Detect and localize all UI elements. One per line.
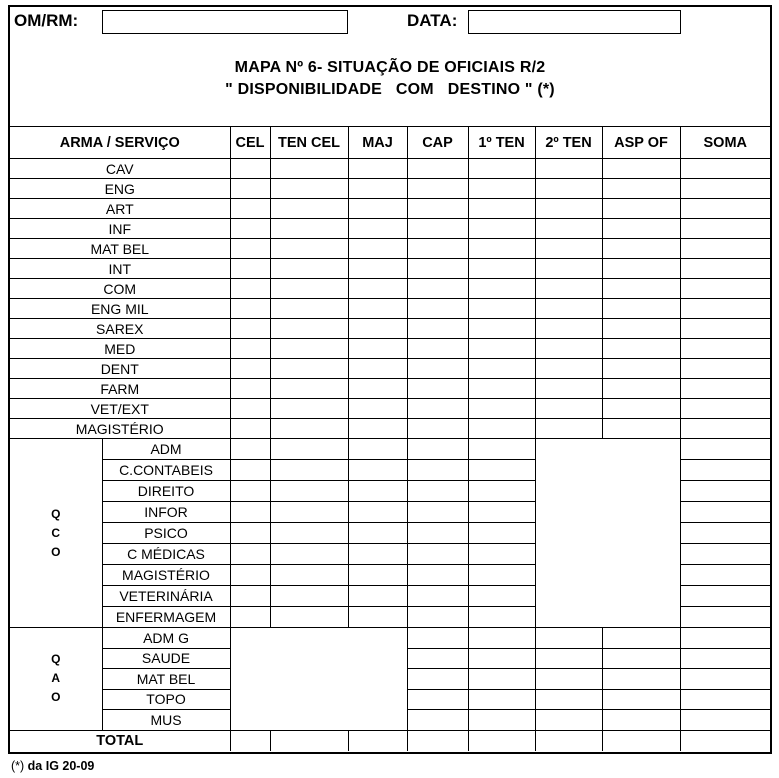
table-cell[interactable] <box>407 259 468 279</box>
table-cell[interactable] <box>468 399 535 419</box>
table-cell[interactable] <box>348 419 407 439</box>
table-cell[interactable] <box>407 359 468 379</box>
table-cell[interactable] <box>230 586 270 607</box>
table-cell[interactable] <box>680 710 770 731</box>
table-cell[interactable] <box>230 502 270 523</box>
table-cell[interactable] <box>468 689 535 710</box>
table-cell[interactable] <box>270 586 348 607</box>
om-rm-label: OM/RM: <box>14 11 79 30</box>
table-cell[interactable] <box>602 279 680 299</box>
table-cell[interactable] <box>680 179 770 199</box>
table-cell[interactable] <box>407 481 468 502</box>
table-cell[interactable] <box>407 460 468 481</box>
row-label: SAUDE <box>102 648 230 669</box>
table-cell[interactable] <box>270 481 348 502</box>
table-cell[interactable] <box>468 460 535 481</box>
col-header: MAJ <box>348 127 407 159</box>
table-cell[interactable] <box>680 379 770 399</box>
table-cell[interactable] <box>407 199 468 219</box>
table-cell[interactable] <box>270 339 348 359</box>
table-cell[interactable] <box>407 239 468 259</box>
table-cell[interactable] <box>230 439 270 460</box>
table-row <box>10 299 770 319</box>
table-cell[interactable] <box>407 730 468 751</box>
table-cell[interactable] <box>348 502 407 523</box>
col-header: CAP <box>407 127 468 159</box>
row-label: VETERINÁRIA <box>102 586 230 607</box>
total-row <box>10 730 770 751</box>
table-row <box>10 379 770 399</box>
table-row <box>10 339 770 359</box>
row-label: INF <box>10 219 230 239</box>
table-cell[interactable] <box>680 689 770 710</box>
form-sheet <box>8 5 772 754</box>
data-field[interactable] <box>468 10 681 34</box>
col-header: TEN CEL <box>270 127 348 159</box>
table-cell[interactable] <box>535 359 602 379</box>
table-cell[interactable] <box>407 339 468 359</box>
form-title-line2: " DISPONIBILIDADE COM DESTINO " (*) <box>225 81 555 98</box>
table-cell[interactable] <box>270 419 348 439</box>
table-cell[interactable] <box>468 259 535 279</box>
row-label: MAT BEL <box>102 669 230 690</box>
table-cell[interactable] <box>348 730 407 751</box>
table-cell[interactable] <box>348 544 407 565</box>
table-cell[interactable] <box>230 239 270 259</box>
table-cell[interactable] <box>407 648 468 669</box>
table-cell[interactable] <box>602 419 680 439</box>
table-cell[interactable] <box>680 259 770 279</box>
row-label: SAREX <box>10 319 230 339</box>
table-cell[interactable] <box>535 199 602 219</box>
table-cell[interactable] <box>680 523 770 544</box>
table-cell[interactable] <box>535 628 602 649</box>
row-label: ENFERMAGEM <box>102 607 230 628</box>
table-cell[interactable] <box>680 339 770 359</box>
col-header: 2º TEN <box>535 127 602 159</box>
table-cell[interactable] <box>680 730 770 751</box>
table-cell[interactable] <box>407 379 468 399</box>
table-cell[interactable] <box>602 339 680 359</box>
table-row <box>10 628 770 649</box>
table-cell[interactable] <box>468 565 535 586</box>
table-cell[interactable] <box>468 239 535 259</box>
table-cell[interactable] <box>680 669 770 690</box>
table-cell[interactable] <box>680 565 770 586</box>
table-cell[interactable] <box>535 669 602 690</box>
row-label: CAV <box>10 159 230 179</box>
data-label: DATA: <box>407 11 458 30</box>
table-cell[interactable] <box>602 179 680 199</box>
table-cell[interactable] <box>468 586 535 607</box>
table-cell[interactable] <box>680 359 770 379</box>
table-cell[interactable] <box>407 607 468 628</box>
table-cell[interactable] <box>602 399 680 419</box>
table-cell[interactable] <box>535 179 602 199</box>
table-cell[interactable] <box>348 239 407 259</box>
table-cell[interactable] <box>535 399 602 419</box>
table-cell[interactable] <box>468 648 535 669</box>
table-cell[interactable] <box>602 219 680 239</box>
table-cell[interactable] <box>407 419 468 439</box>
row-label: TOPO <box>102 689 230 710</box>
row-label: DIREITO <box>102 481 230 502</box>
table-cell[interactable] <box>407 179 468 199</box>
row-label: INFOR <box>102 502 230 523</box>
table-cell[interactable] <box>270 544 348 565</box>
table-cell[interactable] <box>468 339 535 359</box>
table-cell[interactable] <box>348 319 407 339</box>
table-cell[interactable] <box>468 439 535 460</box>
table-cell[interactable] <box>230 339 270 359</box>
table-cell[interactable] <box>468 299 535 319</box>
table-cell[interactable] <box>535 419 602 439</box>
row-label: MED <box>10 339 230 359</box>
row-label: ADM <box>102 439 230 460</box>
table-cell[interactable] <box>270 159 348 179</box>
row-label: DENT <box>10 359 230 379</box>
col-header: ASP OF <box>602 127 680 159</box>
table-cell[interactable] <box>348 523 407 544</box>
table-cell[interactable] <box>270 179 348 199</box>
row-label: C MÉDICAS <box>102 544 230 565</box>
row-label: INT <box>10 259 230 279</box>
table-cell[interactable] <box>348 159 407 179</box>
table-cell[interactable] <box>468 730 535 751</box>
table-cell[interactable] <box>270 399 348 419</box>
table-cell[interactable] <box>535 259 602 279</box>
table-cell[interactable] <box>602 710 680 731</box>
table-cell[interactable] <box>602 669 680 690</box>
row-label: COM <box>10 279 230 299</box>
table-cell[interactable] <box>230 359 270 379</box>
table-cell[interactable] <box>468 159 535 179</box>
table-row <box>10 219 770 239</box>
row-label: C.CONTABEIS <box>102 460 230 481</box>
table-cell[interactable] <box>270 460 348 481</box>
table-cell[interactable] <box>602 299 680 319</box>
row-label: ADM G <box>102 628 230 649</box>
row-label: PSICO <box>102 523 230 544</box>
table-cell[interactable] <box>602 379 680 399</box>
table-row <box>10 259 770 279</box>
table-cell[interactable] <box>230 481 270 502</box>
table-cell[interactable] <box>230 607 270 628</box>
blank-cell <box>535 439 680 628</box>
table-cell[interactable] <box>270 523 348 544</box>
table-cell[interactable] <box>230 419 270 439</box>
table-cell[interactable] <box>468 419 535 439</box>
table-cell[interactable] <box>468 279 535 299</box>
table-cell[interactable] <box>407 544 468 565</box>
table-cell[interactable] <box>407 502 468 523</box>
table-row <box>10 199 770 219</box>
table-cell[interactable] <box>348 279 407 299</box>
table-cell[interactable] <box>407 439 468 460</box>
table-cell[interactable] <box>230 544 270 565</box>
table-cell[interactable] <box>407 565 468 586</box>
table-cell[interactable] <box>602 628 680 649</box>
row-label: ENG <box>10 179 230 199</box>
form-title-line1: MAPA Nº 6- SITUAÇÃO DE OFICIAIS R/2 <box>234 59 546 76</box>
table-cell[interactable] <box>535 689 602 710</box>
table-cell[interactable] <box>468 710 535 731</box>
table-cell[interactable] <box>602 239 680 259</box>
table-cell[interactable] <box>680 239 770 259</box>
table-cell[interactable] <box>468 502 535 523</box>
table-cell[interactable] <box>535 279 602 299</box>
table-cell[interactable] <box>680 648 770 669</box>
table-cell[interactable] <box>270 379 348 399</box>
table-cell[interactable] <box>602 259 680 279</box>
table-cell[interactable] <box>407 586 468 607</box>
table-cell[interactable] <box>348 359 407 379</box>
total-label: TOTAL <box>10 730 230 751</box>
table-cell[interactable] <box>348 481 407 502</box>
col-header: 1º TEN <box>468 127 535 159</box>
table-cell[interactable] <box>348 379 407 399</box>
table-cell[interactable] <box>468 359 535 379</box>
table-cell[interactable] <box>230 730 270 751</box>
table-row <box>10 279 770 299</box>
table-cell[interactable] <box>270 502 348 523</box>
table-cell[interactable] <box>535 339 602 359</box>
table-cell[interactable] <box>602 319 680 339</box>
table-cell[interactable] <box>270 607 348 628</box>
table-cell[interactable] <box>230 179 270 199</box>
header-row <box>10 127 770 159</box>
table-cell[interactable] <box>468 607 535 628</box>
table-cell[interactable] <box>680 460 770 481</box>
footnote: (*) da IG 20-09 <box>11 759 95 773</box>
table-cell[interactable] <box>230 199 270 219</box>
row-label: ENG MIL <box>10 299 230 319</box>
table-row <box>10 239 770 259</box>
table-row <box>10 159 770 179</box>
table-cell[interactable] <box>535 319 602 339</box>
table-cell[interactable] <box>468 544 535 565</box>
table-cell[interactable] <box>348 565 407 586</box>
table-cell[interactable] <box>348 339 407 359</box>
table-cell[interactable] <box>230 319 270 339</box>
table-cell[interactable] <box>230 259 270 279</box>
table-cell[interactable] <box>230 299 270 319</box>
table-cell[interactable] <box>407 669 468 690</box>
row-label: FARM <box>10 379 230 399</box>
table-cell[interactable] <box>535 648 602 669</box>
officers-table <box>10 126 770 751</box>
form-header <box>10 7 770 127</box>
table-cell[interactable] <box>468 319 535 339</box>
table-cell[interactable] <box>602 159 680 179</box>
table-cell[interactable] <box>230 159 270 179</box>
table-cell[interactable] <box>535 159 602 179</box>
table-cell[interactable] <box>230 219 270 239</box>
table-cell[interactable] <box>680 299 770 319</box>
table-cell[interactable] <box>407 159 468 179</box>
om-rm-field[interactable] <box>102 10 348 34</box>
table-cell[interactable] <box>270 319 348 339</box>
table-cell[interactable] <box>602 199 680 219</box>
col-header: SOMA <box>680 127 770 159</box>
table-cell[interactable] <box>680 199 770 219</box>
table-cell[interactable] <box>468 219 535 239</box>
row-label: MAGISTÉRIO <box>10 419 230 439</box>
table-cell[interactable] <box>602 689 680 710</box>
row-label: VET/EXT <box>10 399 230 419</box>
table-cell[interactable] <box>680 607 770 628</box>
table-cell[interactable] <box>680 481 770 502</box>
table-cell[interactable] <box>602 648 680 669</box>
blank-cell <box>230 628 407 731</box>
table-cell[interactable] <box>468 523 535 544</box>
table-cell[interactable] <box>680 159 770 179</box>
table-cell[interactable] <box>468 628 535 649</box>
row-label: MAGISTÉRIO <box>102 565 230 586</box>
table-cell[interactable] <box>348 399 407 419</box>
table-cell[interactable] <box>535 239 602 259</box>
table-cell[interactable] <box>270 199 348 219</box>
table-cell[interactable] <box>230 399 270 419</box>
table-cell[interactable] <box>270 259 348 279</box>
table-cell[interactable] <box>468 199 535 219</box>
table-row <box>10 399 770 419</box>
table-cell[interactable] <box>680 419 770 439</box>
table-cell[interactable] <box>270 359 348 379</box>
table-cell[interactable] <box>348 179 407 199</box>
table-cell[interactable] <box>348 607 407 628</box>
table-cell[interactable] <box>680 628 770 649</box>
table-cell[interactable] <box>348 219 407 239</box>
table-cell[interactable] <box>680 279 770 299</box>
row-label: MUS <box>102 710 230 731</box>
table-cell[interactable] <box>270 299 348 319</box>
table-cell[interactable] <box>230 565 270 586</box>
table-cell[interactable] <box>270 565 348 586</box>
table-cell[interactable] <box>230 379 270 399</box>
table-row <box>10 359 770 379</box>
table-cell[interactable] <box>535 730 602 751</box>
table-cell[interactable] <box>348 259 407 279</box>
table-cell[interactable] <box>407 689 468 710</box>
col-header: CEL <box>230 127 270 159</box>
table-cell[interactable] <box>407 710 468 731</box>
table-cell[interactable] <box>407 279 468 299</box>
table-cell[interactable] <box>468 481 535 502</box>
table-cell[interactable] <box>230 279 270 299</box>
table-cell[interactable] <box>407 319 468 339</box>
table-cell[interactable] <box>535 379 602 399</box>
table-cell[interactable] <box>348 199 407 219</box>
table-cell[interactable] <box>348 586 407 607</box>
table-cell[interactable] <box>407 219 468 239</box>
row-label: MAT BEL <box>10 239 230 259</box>
table-cell[interactable] <box>407 628 468 649</box>
table-row <box>10 439 770 460</box>
table-cell[interactable] <box>468 669 535 690</box>
table-cell[interactable] <box>680 502 770 523</box>
table-cell[interactable] <box>680 544 770 565</box>
table-cell[interactable] <box>407 523 468 544</box>
table-cell[interactable] <box>348 299 407 319</box>
table-cell[interactable] <box>348 439 407 460</box>
table-cell[interactable] <box>602 730 680 751</box>
table-cell[interactable] <box>680 439 770 460</box>
table-cell[interactable] <box>230 523 270 544</box>
table-cell[interactable] <box>535 710 602 731</box>
table-cell[interactable] <box>270 439 348 460</box>
table-cell[interactable] <box>680 399 770 419</box>
table-cell[interactable] <box>468 179 535 199</box>
table-cell[interactable] <box>270 239 348 259</box>
table-cell[interactable] <box>270 279 348 299</box>
table-cell[interactable] <box>270 730 348 751</box>
table-cell[interactable] <box>680 319 770 339</box>
table-cell[interactable] <box>270 219 348 239</box>
table-cell[interactable] <box>535 219 602 239</box>
table-cell[interactable] <box>407 399 468 419</box>
table-row <box>10 319 770 339</box>
table-cell[interactable] <box>680 586 770 607</box>
table-cell[interactable] <box>468 379 535 399</box>
col-header: ARMA / SERVIÇO <box>10 127 230 159</box>
table-cell[interactable] <box>348 460 407 481</box>
table-cell[interactable] <box>602 359 680 379</box>
table-cell[interactable] <box>535 299 602 319</box>
table-cell[interactable] <box>407 299 468 319</box>
table-row <box>10 179 770 199</box>
qao-group-label: Q A O <box>10 628 102 731</box>
row-label: ART <box>10 199 230 219</box>
table-cell[interactable] <box>230 460 270 481</box>
table-cell[interactable] <box>680 219 770 239</box>
qco-group-label: Q C O <box>10 439 102 628</box>
table-row <box>10 419 770 439</box>
